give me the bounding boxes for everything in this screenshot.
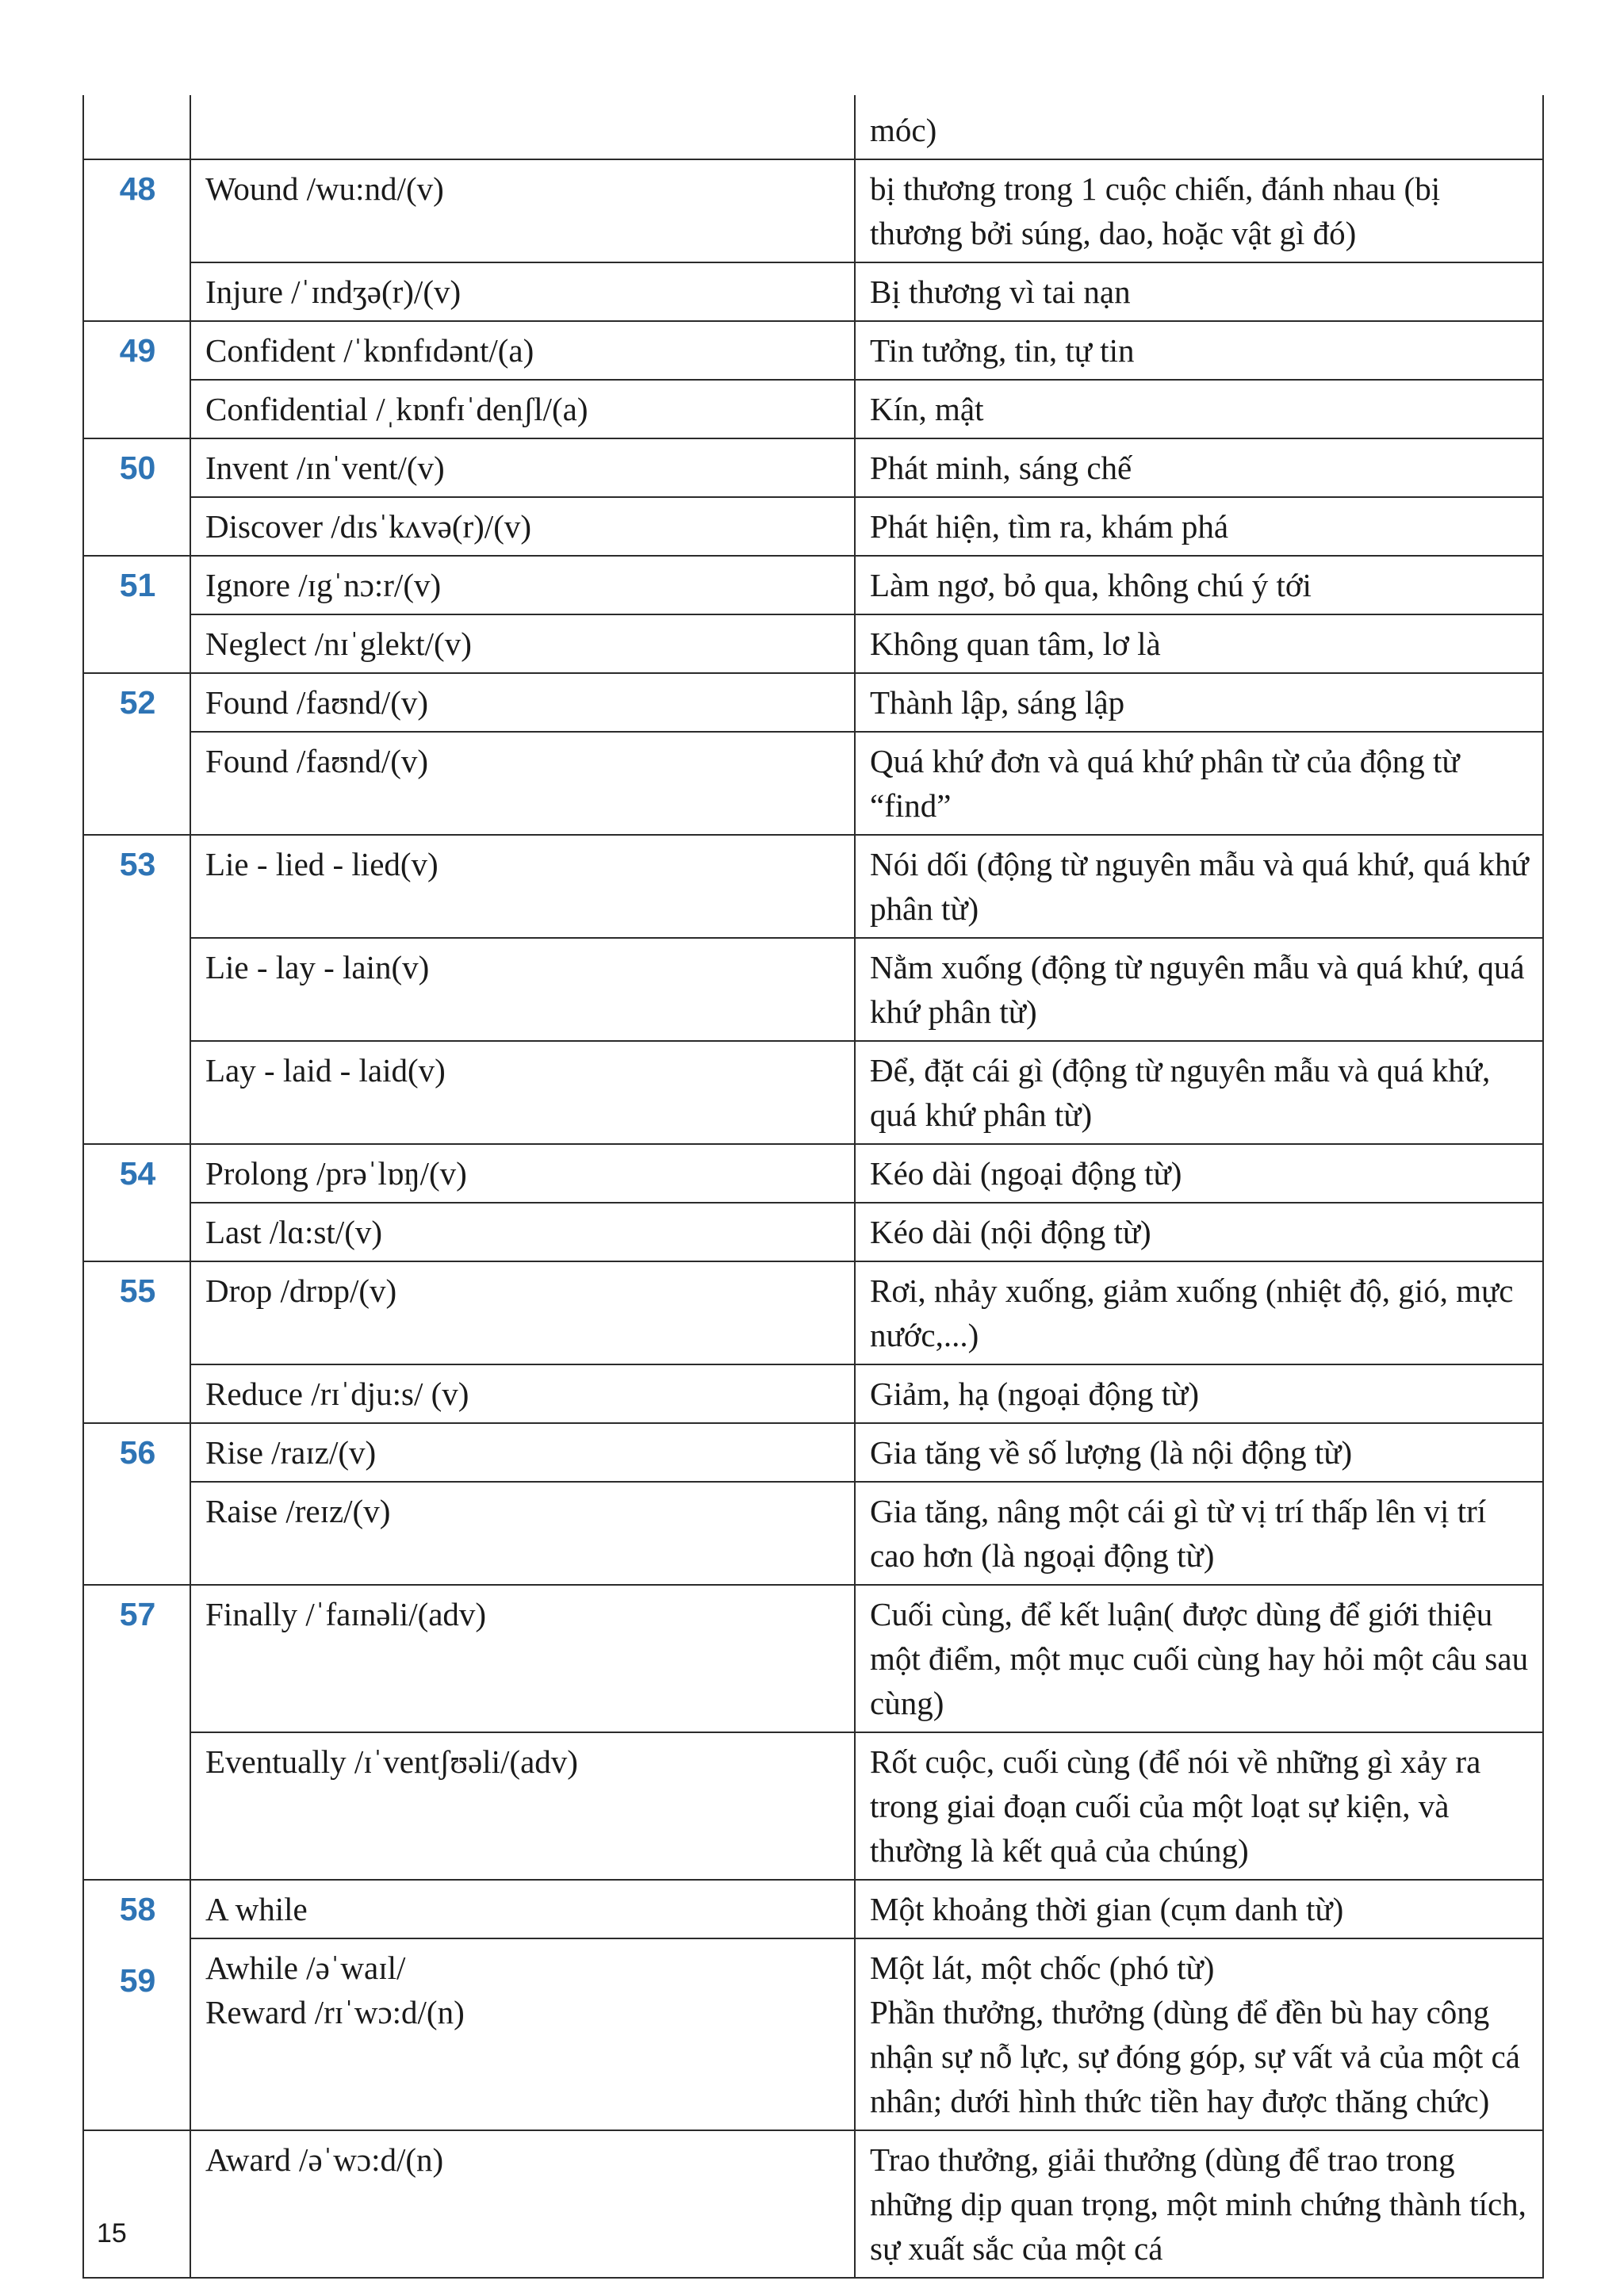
meaning-cell: Không quan tâm, lơ là — [855, 614, 1543, 673]
table-row — [83, 321, 1543, 380]
table-row — [83, 673, 1543, 732]
table-row — [83, 438, 1543, 497]
table-row — [83, 2130, 1543, 2278]
entry-number: 54 — [83, 1144, 190, 1261]
word-cell: Neglect /nɪˈglekt/(v) — [190, 614, 855, 673]
table-row — [83, 732, 1543, 835]
word-cell: Wound /wu:nd/(v) — [190, 159, 855, 262]
word-cell: Reduce /rɪˈdju:s/ (v) — [190, 1364, 855, 1423]
table-row — [83, 1364, 1543, 1423]
meaning-cell: Phát minh, sáng chế — [855, 438, 1543, 497]
meaning-cell: Kéo dài (nội động từ) — [855, 1203, 1543, 1261]
meaning-cell: Kéo dài (ngoại động từ) — [855, 1144, 1543, 1203]
word-cell: Lie - lay - lain(v) — [190, 938, 855, 1041]
meaning-cell: Nói dối (động từ nguyên mẫu và quá khứ, quá khứ phân từ) — [855, 835, 1543, 938]
word-cell: Lay - laid - laid(v) — [190, 1041, 855, 1144]
table-row — [83, 614, 1543, 673]
meaning-cell: Quá khứ đơn và quá khứ phân từ của động từ “find” — [855, 732, 1543, 835]
meaning-cell: bị thương trong 1 cuộc chiến, đánh nhau (bị thương bởi súng, dao, hoặc vật gì đó) — [855, 159, 1543, 262]
meaning-cell: Kín, mật — [855, 380, 1543, 438]
meaning-cell: Trao thưởng, giải thưởng (dùng để trao trong những dịp quan trọng, một minh chứng thành tích, sự xuất sắc của một cá — [855, 2130, 1543, 2278]
entry-number: 49 — [83, 321, 190, 438]
word-cell: Eventually /ɪˈventʃʊəli/(adv) — [190, 1732, 855, 1880]
page-number: 15 — [97, 2218, 127, 2248]
table-row — [83, 262, 1543, 321]
meaning-cell: Giảm, hạ (ngoại động từ) — [855, 1364, 1543, 1423]
meaning-cell — [855, 1938, 1543, 2130]
word-cell: Confidential /ˌkɒnfɪˈdenʃl/(a) — [190, 380, 855, 438]
vocabulary-table-container — [82, 95, 1542, 2279]
word-cell: Injure /ˈɪndʒə(r)/(v) — [190, 262, 855, 321]
word-cell — [190, 1938, 855, 2130]
meaning-cell: Gia tăng, nâng một cái gì từ vị trí thấp lên vị trí cao hơn (là ngoại động từ) — [855, 1482, 1543, 1585]
word-cell: Found /faʊnd/(v) — [190, 732, 855, 835]
entry-number: 50 — [83, 438, 190, 556]
entry-number — [83, 2130, 190, 2278]
word-cell: Discover /dɪsˈkʌvə(r)/(v) — [190, 497, 855, 556]
table-row — [83, 1203, 1543, 1261]
entry-number: 53 — [83, 835, 190, 1144]
entry-number: 51 — [83, 556, 190, 673]
word-cell — [190, 95, 855, 159]
meaning-cell: Một khoảng thời gian (cụm danh từ) — [855, 1880, 1543, 1938]
meaning-cell: Gia tăng về số lượng (là nội động từ) — [855, 1423, 1543, 1482]
table-row — [83, 1880, 1543, 1938]
table-row — [83, 497, 1543, 556]
word-text: Reward /rɪˈwɔ:d/(n) — [205, 1994, 465, 2030]
meaning-cell: Nằm xuống (động từ nguyên mẫu và quá khứ, quá khứ phân từ) — [855, 938, 1543, 1041]
vocabulary-table — [82, 95, 1544, 2279]
table-row — [83, 1585, 1543, 1732]
table-row — [83, 1261, 1543, 1364]
table-row — [83, 556, 1543, 614]
meaning-cell: móc) — [855, 95, 1543, 159]
table-row — [83, 1938, 1543, 2130]
word-text: Awhile /əˈwaɪl/ — [205, 1950, 406, 1986]
meaning-text: Một lát, một chốc (phó từ) — [870, 1950, 1215, 1986]
word-cell: Prolong /prəˈlɒŋ/(v) — [190, 1144, 855, 1203]
table-row — [83, 1041, 1543, 1144]
entry-number — [83, 95, 190, 159]
meaning-cell: Thành lập, sáng lập — [855, 673, 1543, 732]
meaning-cell: Rốt cuộc, cuối cùng (để nói về những gì xảy ra trong giai đoạn cuối của một loạt sự kiện, và thường là kết quả của chúng) — [855, 1732, 1543, 1880]
table-row — [83, 159, 1543, 262]
meaning-cell: Phát hiện, tìm ra, khám phá — [855, 497, 1543, 556]
word-cell: Raise /reɪz/(v) — [190, 1482, 855, 1585]
meaning-cell: Tin tưởng, tin, tự tin — [855, 321, 1543, 380]
word-cell: Drop /drɒp/(v) — [190, 1261, 855, 1364]
entry-number: 55 — [83, 1261, 190, 1423]
entry-number: 58 — [119, 1891, 156, 1927]
meaning-cell: Bị thương vì tai nạn — [855, 262, 1543, 321]
table-row — [83, 1732, 1543, 1880]
meaning-cell: Để, đặt cái gì (động từ nguyên mẫu và quá khứ, quá khứ phân từ) — [855, 1041, 1543, 1144]
entry-number: 56 — [83, 1423, 190, 1585]
entry-number-group — [83, 1880, 190, 2130]
word-cell: Ignore /ɪgˈnɔ:r/(v) — [190, 556, 855, 614]
entry-number: 57 — [83, 1585, 190, 1880]
word-cell: A while — [190, 1880, 855, 1938]
word-cell: Found /faʊnd/(v) — [190, 673, 855, 732]
meaning-text: Phần thưởng, thưởng (dùng để đền bù hay công nhận sự nỗ lực, sự đóng góp, sự vất vả của một cá nhân; dưới hình thức tiền hay được thăng chức) — [870, 1994, 1520, 2119]
table-row — [83, 1482, 1543, 1585]
table-row — [83, 835, 1543, 938]
table-row — [83, 938, 1543, 1041]
word-cell: Confident /ˈkɒnfɪdənt/(a) — [190, 321, 855, 380]
meaning-cell: Rơi, nhảy xuống, giảm xuống (nhiệt độ, gió, mực nước,...) — [855, 1261, 1543, 1364]
table-row — [83, 1144, 1543, 1203]
word-cell: Last /lɑ:st/(v) — [190, 1203, 855, 1261]
word-cell: Invent /ɪnˈvent/(v) — [190, 438, 855, 497]
entry-number: 48 — [83, 159, 190, 321]
table-row — [83, 95, 1543, 159]
word-cell: Finally /ˈfaɪnəli/(adv) — [190, 1585, 855, 1732]
word-cell: Rise /raɪz/(v) — [190, 1423, 855, 1482]
meaning-cell: Cuối cùng, để kết luận( được dùng để giới thiệu một điểm, một mục cuối cùng hay hỏi một câu sau cùng) — [855, 1585, 1543, 1732]
table-row — [83, 380, 1543, 438]
meaning-cell: Làm ngơ, bỏ qua, không chú ý tới — [855, 556, 1543, 614]
word-cell: Award /əˈwɔ:d/(n) — [190, 2130, 855, 2278]
table-row — [83, 1423, 1543, 1482]
entry-number: 52 — [83, 673, 190, 835]
entry-number: 59 — [119, 1962, 156, 1999]
word-cell: Lie - lied - lied(v) — [190, 835, 855, 938]
